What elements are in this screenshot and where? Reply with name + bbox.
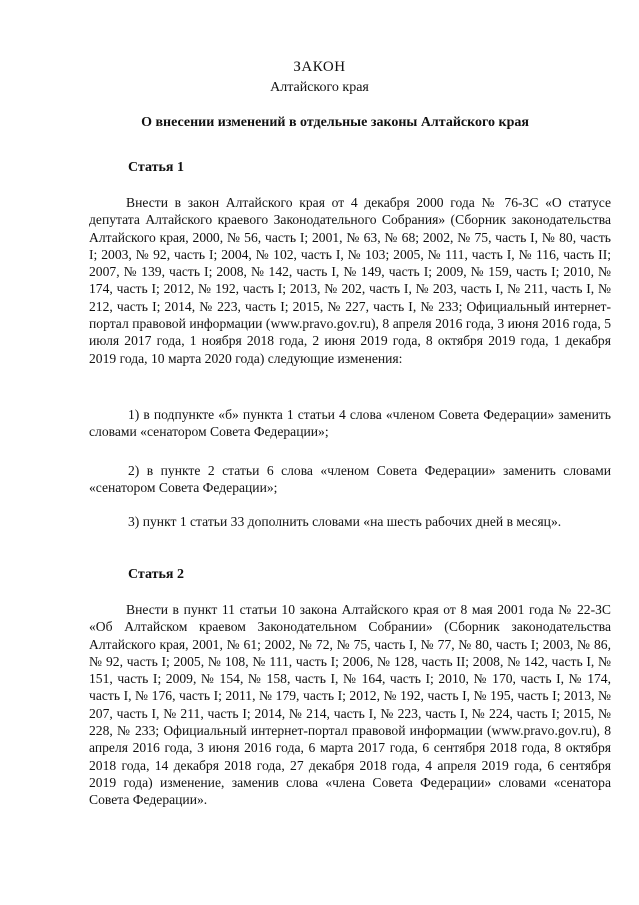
document-title: О внесении изменений в отдельные законы Алтайского края [141, 115, 529, 130]
article-1-heading: Статья 1 [128, 160, 184, 175]
article-2-heading: Статья 2 [128, 567, 184, 582]
article-1-item-2: 2) в пункте 2 статьи 6 слова «членом Совета Федерации» заменить словами «сенатором Совета Федерации»; [89, 463, 611, 496]
document-type: ЗАКОН [293, 59, 346, 75]
article-1-item-3: 3) пункт 1 статьи 33 дополнить словами «на шесть рабочих дней в месяц». [128, 514, 562, 529]
document-region: Алтайского края [270, 80, 369, 95]
article-1-intro: Внести в закон Алтайского края от 4 декабря 2000 года № 76-ЗС «О статусе депутата Алтайского краевого Законодательного Собрания» (Сборник законодательства Алтайского края, 2000, № 56, часть I; 2001, № 63, № 68; 2002, № 75, часть I, № 80, часть I; 2003, № 92, часть I; 2004, № 102, часть I, № 103; 2005, № 111, часть I, № 116, часть II; 2007, № 139, часть I; 2008, № 142, часть I, № 149, часть I; 2009, № 159, часть I; 2010, № 174, часть I; 2012, № 192, часть I; 2013, № 202, часть I, № 203, часть I, № 211, часть I, № 212, часть I; 2014, № 223, часть I; 2015, № 227, часть I, № 233; Официальный интернет-портал правовой информации (www.pravo.gov.ru), 8 апреля 2016 года, 3 июня 2016 года, 5 июля 2017 года, 1 ноября 2018 года, 2 июня 2019 года, 8 октября 2019 года, 1 декабря 2019 года, 10 марта 2020 года) следующие изменения: [89, 195, 611, 366]
article-1-item-1: 1) в подпункте «б» пункта 1 статьи 4 слова «членом Совета Федерации» заменить словами «сенатором Совета Федерации»; [89, 407, 611, 440]
article-2-text: Внести в пункт 11 статьи 10 закона Алтайского края от 8 мая 2001 года № 22-ЗС «Об Алтайском краевом Законодательном Собрании» (Сборник законодательства Алтайского края, 2001, № 61; 2002, № 72, № 75, часть I, № 77, № 80, часть I; 2003, № 86, № 92, часть I; 2005, № 108, № 111, часть I; 2006, № 128, часть II; 2008, № 142, часть I, № 151, часть I; 2009, № 154, № 158, часть I, № 164, часть I; 2010, № 170, часть I, № 174, часть I, № 176, часть I; 2011, № 179, часть I; 2012, № 192, часть I, № 195, часть I; 2013, № 207, часть I, № 211, часть I; 2014, № 214, часть I, № 223, часть I, № 224, часть I; 2015, № 228, № 233; Официальный интернет-портал правовой информации (www.pravo.gov.ru), 8 апреля 2016 года, 3 июня 2016 года, 6 марта 2017 года, 6 сентября 2018 года, 8 октября 2018 года, 14 декабря 2018 года, 27 декабря 2018 года, 4 апреля 2019 года, 6 сентября 2019 года) изменение, заменив слова «члена Совета Федерации» словами «сенатора Совета Федерации». [89, 602, 611, 808]
